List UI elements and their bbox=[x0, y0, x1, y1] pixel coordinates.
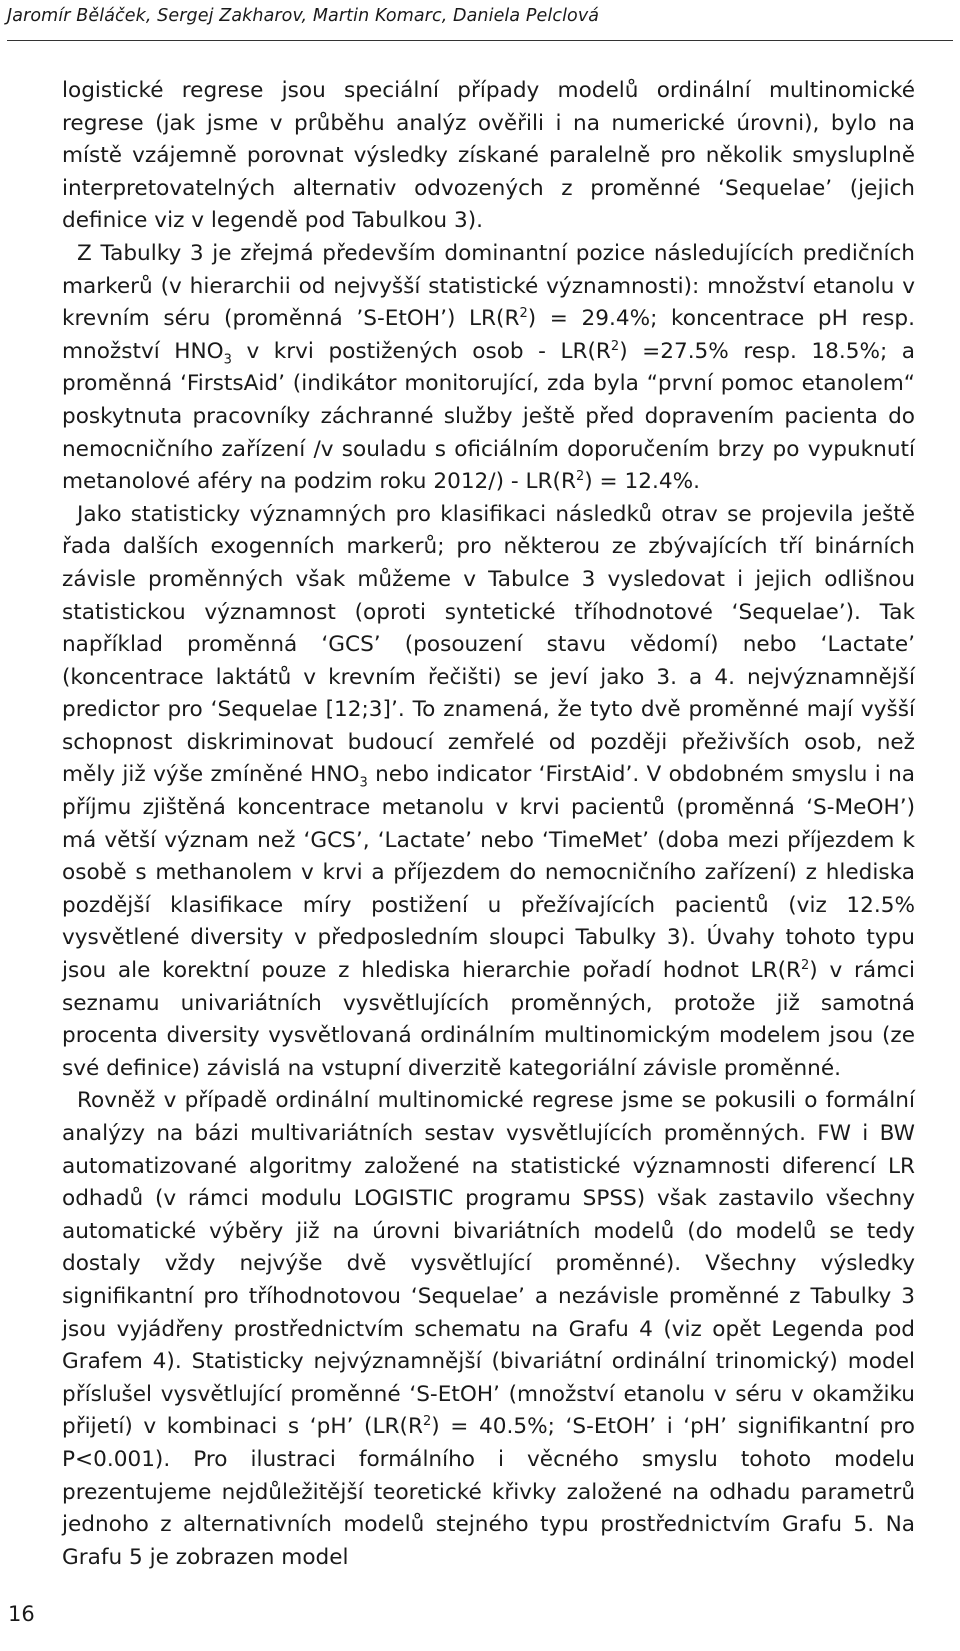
paragraph-2-text: ) = 12.4%. bbox=[584, 469, 700, 495]
paragraph-2 bbox=[62, 238, 915, 499]
paragraph-1: logistické regrese jsou speciální případy modelů ordinální multinomické regrese (jak jsme v průběhu analýz ověřili i na numerické úrovni), bylo na místě vzájemně porovnat výsledky získané paralelně pro několik smysluplně interpretovatelných alternativ odvozených z proměnné ‘Sequelae’ (jejich definice viz v legendě pod Tabulkou 3). bbox=[62, 78, 915, 234]
page-number: 16 bbox=[8, 1602, 35, 1626]
paragraph-3 bbox=[62, 499, 915, 1086]
paragraph-2-text: v krvi postižených osob - LR(R bbox=[231, 338, 611, 364]
subscript: 3 bbox=[223, 352, 232, 368]
paragraph-2-text: ) =27.5% resp. 18.5%; a proměnná ‘FirstsAid’ (indikátor monitorující, zda byla “první pomoc etanolem“ poskytnuta pracovníky záchranné služby ještě před dopravením pacienta do nemocničního zařízení /v souladu s oficiálním doporučením brzy po vypuknutí metanolové aféry na podzim roku 2012/) - LR(R bbox=[62, 338, 915, 495]
paragraph-4-text: Rovněž v případě ordinální multinomické regrese jsme se pokusili o formální analýzy na bázi multivariátních sestav vysvětlujících proměnných. FW i BW automatizované algoritmy založené na statistické významnosti diferencí LR odhadů (v rámci modulu LOGISTIC programu SPSS) však zastavilo všechny automatické výběry již na úrovni bivariátních modelů (do modelů se tedy dostaly vždy nejvýše dvě vysvětlující proměnné). Všechny výsledky signifikantní pro tříhodnotovou ‘Sequelae’ a nezávisle proměnné z Tabulky 3 jsou vyjádřeny prostřednictvím schematu na Grafu 4 (viz opět Legenda pod Grafem 4). Statisticky nejvýznamnější (bivariátní ordinální trinomický) model příslušel vysvětlující proměnné ‘S-EtOH’ (množství etanolu v séru v okamžiku přijetí) v kombinaci s ‘pH’ (LR(R bbox=[62, 1088, 915, 1440]
paragraph-3-text: Jako statisticky významných pro klasifikaci následků otrav se projevila ještě řada dalších exogenních markerů; pro některou ze zbývajících tří binárních závisle proměnných však můžeme v Tabulce 3 vysledovat i jejich odlišnou statistickou významnost (oproti syntetické tříhodnotové ‘Sequelae’). Tak například proměnná ‘GCS’ (posouzení stavu vědomí) nebo ‘Lactate’ (koncentrace laktátů v krevním řečišti) se jeví jako 3. a 4. nejvýznamnější predictor pro ‘Sequelae [12;3]’. To znamená, že tyto dvě proměnné mají vyšší schopnost diskriminovat budoucí zemřelé od později přeživších osob, než měly již výše zmíněné HNO bbox=[62, 501, 915, 788]
superscript: 2 bbox=[575, 468, 585, 484]
paragraph-2-text: ) = 29.4%; koncentrace pH resp. množství HNO bbox=[62, 306, 915, 364]
superscript: 2 bbox=[519, 305, 528, 321]
paragraph-3-text: ) v rámci seznamu univariátních vysvětlujících proměnných, protože již samotná procenta diversity vysvětlovaná ordinálním multinomickým modelem jsou (ze své definice) závislá na vstupní diverzitě kategoriální závisle proměnné. bbox=[62, 958, 915, 1081]
subscript: 3 bbox=[359, 775, 368, 791]
superscript: 2 bbox=[610, 338, 620, 354]
article-body bbox=[62, 75, 915, 1574]
paragraph-4-text: ) = 40.5%; ‘S-EtOH’ i ‘pH’ signifikantní pro P<0.001). Pro ilustraci formálního i věcného smyslu tohoto modelu prezentujeme nejdůležitější teoretické křivky založené na odhadu parametrů jednoho z alternativních modelů stejného typu prostřednictvím Grafu 5. Na Grafu 5 je zobrazen model bbox=[62, 1414, 915, 1570]
header-authors: Jaromír Běláček, Sergej Zakharov, Martin Komarc, Daniela Pelclová bbox=[7, 6, 600, 26]
paragraph-3-text: nebo indicator ‘FirstAid’. V obdobném smyslu i na příjmu zjištěná koncentrace metanolu v krvi pacientů (proměnná ‘S-MeOH’) má větší význam než ‘GCS’, ‘Lactate’ nebo ‘TimeMet’ (doba mezi příjezdem k osobě s methanolem v krvi a příjezdem do nemocničního zařízení) z hlediska pozdější klasifikace míry postižení u přežívajících pacientů (viz 12.5% vysvětlené diversity v předposledním sloupci Tabulky 3). Úvahy tohoto typu jsou ale korektní pouze z hlediska hierarchie pořadí hodnot LR(R bbox=[62, 762, 916, 984]
superscript: 2 bbox=[422, 1414, 432, 1430]
paragraph-4 bbox=[62, 1085, 915, 1574]
paragraph-2-text: Z Tabulky 3 je zřejmá především dominantní pozice následujících predičních markerů (v hierarchii od nejvyšší statistické významnosti): množství etanolu v krevním séru (proměnná ’S-EtOH’) LR(R bbox=[62, 240, 915, 332]
running-header bbox=[7, 0, 953, 41]
superscript: 2 bbox=[801, 957, 810, 973]
